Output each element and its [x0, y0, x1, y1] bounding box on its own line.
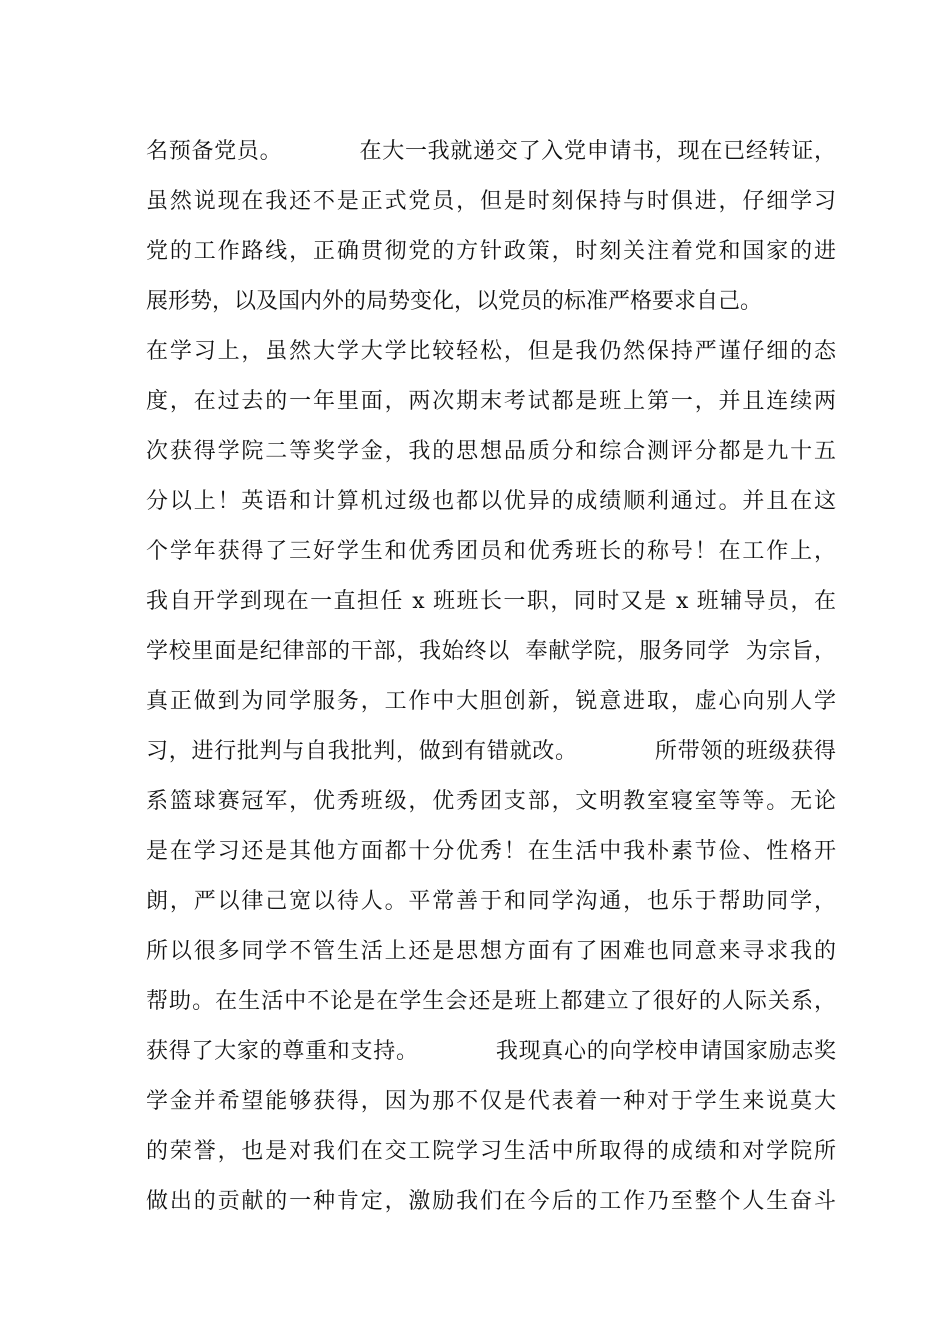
- body-text: [146, 129, 836, 1229]
- text-line: 获得了大家的尊重和支持。 我现真心的向学校申请国家励志奖: [146, 1039, 836, 1064]
- text-line: 是在学习还是其他方面都十分优秀！在生活中我朴素节俭、性格开: [146, 839, 836, 864]
- text-line: 系篮球赛冠军，优秀班级，优秀团支部，文明教室寝室等等。无论: [146, 789, 836, 814]
- text-line: 学校里面是纪律部的干部，我始终以 奉献学院，服务同学 为宗旨，: [146, 639, 836, 664]
- text-line: 帮助。在生活中不论是在学生会还是班上都建立了很好的人际关系，: [146, 989, 836, 1014]
- text-line: 度，在过去的一年里面，两次期末考试都是班上第一，并且连续两: [146, 389, 836, 414]
- text-line: 展形势，以及国内外的局势变化，以党员的标准严格要求自己。: [146, 289, 763, 314]
- text-line: 虽然说现在我还不是正式党员，但是时刻保持与时俱进，仔细学习: [146, 189, 836, 214]
- text-line: 的荣誉，也是对我们在交工院学习生活中所取得的成绩和对学院所: [146, 1139, 836, 1164]
- text-line: 次获得学院二等奖学金，我的思想品质分和综合测评分都是九十五: [146, 439, 836, 464]
- text-line: 我自开学到现在一直担任 x 班班长一职，同时又是 x 班辅导员，在: [146, 589, 836, 614]
- text-line: 个学年获得了三好学生和优秀团员和优秀班长的称号！在工作上，: [146, 539, 836, 564]
- text-line: 所以很多同学不管生活上还是思想方面有了困难也同意来寻求我的: [146, 939, 836, 964]
- text-line: 做出的贡献的一种肯定，激励我们在今后的工作乃至整个人生奋斗: [146, 1189, 836, 1214]
- text-line: 在学习上，虽然大学大学比较轻松，但是我仍然保持严谨仔细的态: [146, 339, 836, 364]
- text-line: 名预备党员。 在大一我就递交了入党申请书，现在已经转证，: [146, 139, 836, 164]
- text-line: 党的工作路线，正确贯彻党的方针政策，时刻关注着党和国家的进: [146, 239, 836, 264]
- text-line: 习，进行批判与自我批判，做到有错就改。 所带领的班级获得: [146, 739, 836, 764]
- text-line: 朗，严以律己宽以待人。平常善于和同学沟通，也乐于帮助同学，: [146, 889, 836, 914]
- text-line: 学金并希望能够获得，因为那不仅是代表着一种对于学生来说莫大: [146, 1089, 836, 1114]
- text-line: 真正做到为同学服务，工作中大胆创新，锐意进取，虚心向别人学: [146, 689, 836, 714]
- text-line: 分以上！英语和计算机过级也都以优异的成绩顺利通过。并且在这: [146, 489, 836, 514]
